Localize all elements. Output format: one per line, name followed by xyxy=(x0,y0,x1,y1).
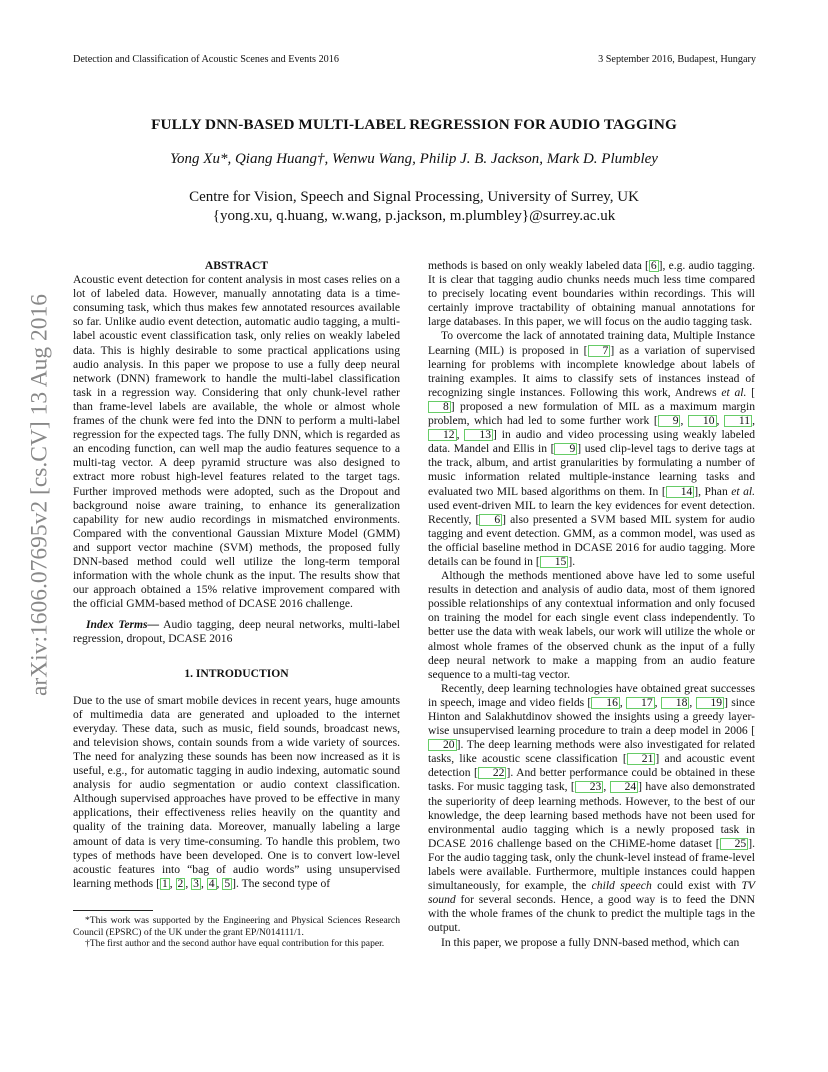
et-al: et al. xyxy=(721,385,747,399)
citation-link[interactable]: 24 xyxy=(610,781,639,793)
body-text: used event-driven MIL to learn the key evidences for event detection. Recently, xyxy=(428,498,755,526)
abstract-heading: ABSTRACT xyxy=(204,259,269,272)
citation-link[interactable]: 9 xyxy=(658,415,681,427)
right-column xyxy=(428,259,755,950)
body-text: proposed a new formulation of MIL as a maximum margin problem, which had led to some further work xyxy=(428,399,755,428)
body-text: in audio and video processing using weakly labeled data. Mandel and Ellis in xyxy=(428,428,756,456)
citation-link[interactable]: 21 xyxy=(627,753,656,765)
footnote-contribution: †The first author and the second author have equal contribution for this paper. xyxy=(85,938,385,950)
left-column xyxy=(73,259,400,891)
body-paragraph: methods is based on only weakly labeled data [ 6 ], e.g. audio tagging. It is clear that tagging audio chunks needs much less time compared to precisely locating event boundaries within recordings. This will certainly improve tractability of obtaining manual annotations for large databases. In this paper, we will focus on the audio tagging task. xyxy=(428,259,756,329)
body-text: as a variation of supervised learning for problems with incomplete knowledge about labels of training examples. It aims to classify sets of instances instead of recognizing single instances. Following this work, Andrews xyxy=(428,343,755,399)
citation-link[interactable]: 16 xyxy=(591,697,620,709)
body-text: could exist with xyxy=(651,879,742,893)
author-list: Yong Xu*, Qiang Huang†, Wenwu Wang, Philip J. B. Jackson, Mark D. Plumbley xyxy=(170,151,658,167)
citation-link[interactable]: 10 xyxy=(688,415,717,427)
body-text: for several seconds. Hence, a good way is to feed the DNN with the whole frames of the chunk to predict the multiple tags in the output. xyxy=(428,893,755,935)
body-text: since Hinton and Salakhutdinov showed the insights using a greedy layer-wise unsupervised learning procedure to train a deep model in 2006 xyxy=(428,695,756,738)
body-text: . For the audio tagging task, only the chunk-level instead of frame-level labels were available. Furthermore, multiple instances could happen simultaneously, for example, the xyxy=(428,836,755,893)
body-text: . The deep learning methods were also investigated for related tasks, like acoustic scene classification xyxy=(428,738,755,766)
citation-link[interactable]: 2 xyxy=(177,876,184,890)
citation-link[interactable]: 9 xyxy=(554,443,577,455)
citation-link[interactable]: 12 xyxy=(428,429,457,441)
citation-link[interactable]: 23 xyxy=(575,781,604,793)
running-header-right: 3 September 2016, Budapest, Hungary xyxy=(598,54,756,65)
intro-text: . The second type of xyxy=(236,876,331,890)
citation-link[interactable]: 3 xyxy=(193,876,199,890)
body-text: To overcome the lack of annotated training data, Multiple Instance Learning (MIL) is proposed in xyxy=(428,329,755,357)
emphasis: TV sound xyxy=(428,879,755,907)
et-al: et al. xyxy=(731,484,756,498)
body-text: used clip-level tags to derive tags at the track, album, and artist granularities by formulating a number of music information related multiple-instance learning tasks and evaluated two MIL based algorithms on them. In xyxy=(428,442,755,498)
citation-link[interactable]: 1 xyxy=(161,876,168,890)
citation-link[interactable]: 19 xyxy=(696,697,725,709)
intro-heading: 1. INTRODUCTION xyxy=(184,666,289,680)
abstract-text: Acoustic event detection for content analysis in most cases relies on a lot of labeled data. However, manually annotating data is a time-consuming task, which thus makes few annotated resources available so far. Unlike audio event detection, automatic audio tagging, a multi-label acoustic event classification task, only relies on weakly labeled data. This is highly desirable to some practical applications using audio analysis. In this paper we propose to use a fully deep neural network (DNN) framework to handle the multi-label classification task in a regression way. Considering that only chunk-level rather than frame-level labels are available, the whole or almost whole frames of the chunk were fed into the DNN to perform a multi-label regression for the expected tags. The fully DNN, which is regarded as an encoding function, can well map the audio features sequence to a multi-tag vector. A deep pyramid structure was also designed to extract more robust high-level features related to the target tags. Further improved methods were adopted, such as the Dropout and background noise aware training, to enhance its generalization capability for new audio recordings in mismatched environments. Compared with the conventional Gaussian Mixture Model (GMM) and support vector machine (SVM) methods, the proposed fully DNN-based method could well utilize the long-term temporal information with the whole chunk as the input. The results show that our approach obtained a 15% relative improvement compared with the official GMM-based method of DCASE 2016 challenge. xyxy=(73,273,400,611)
paper-title: FULLY DNN-BASED MULTI-LABEL REGRESSION FOR AUDIO TAGGING xyxy=(151,116,677,133)
index-terms-text: Audio tagging, deep neural networks, multi-label regression, dropout, DCASE 2016 xyxy=(73,618,400,646)
citation-link[interactable]: 5 xyxy=(224,876,231,890)
citation-link[interactable]: 20 xyxy=(428,739,457,751)
body-text: also presented a SVM based MIL system for audio tagging and event detection. GMM, as a common model, was used as the official baseline method in DCASE 2016 for audio tagging. More details can be found in xyxy=(428,512,755,568)
body-paragraph: Although the methods mentioned above have led to some useful results in detection and analysis of audio data, most of them ignored possible relationships of any contextual information and only focused on training the model for each single event class independently. To better use the data with weak labels, our work will utilize the whole or almost whole frames of the observed chunk as the input of a fully deep neural network to make a mapping from an audio feature sequence to a multi-tag vector. xyxy=(428,569,755,681)
body-paragraph: In this paper, we propose a fully DNN-based method, which can xyxy=(441,935,740,949)
body-text: methods is based on only weakly labeled data xyxy=(428,259,645,272)
index-terms xyxy=(73,618,400,646)
arxiv-sidebar xyxy=(20,293,60,697)
running-header-left: Detection and Classification of Acoustic Scenes and Events 2016 xyxy=(73,54,339,65)
footnote-rule xyxy=(73,910,153,911)
citation-link[interactable]: 6 xyxy=(479,514,502,526)
citation-link[interactable]: 11 xyxy=(724,415,752,427)
citation-link[interactable]: 7 xyxy=(588,345,611,357)
citation-link[interactable]: 18 xyxy=(661,697,690,709)
index-terms-label: Index Terms— xyxy=(86,618,160,632)
body-text: and acoustic event detection xyxy=(428,752,755,780)
intro-text: Due to the use of smart mobile devices in recent years, huge amounts of multimedia data are generated and uploaded to the internet everyday. These data, such as music, field sounds, broadcast news, and television shows, contain sounds from a wide variety of sources. The need for analyzing these sounds has been now increased as it is useful, e.g., for automatic tagging in audio indexing, automatic sound analysis for audio segmentation or audio context classification. Although supervised approaches have proved to be effective in many applications, their effectiveness relies heavily on the quantity and quality of the training data. Moreover, manually labeling a large amount of data is very time-consuming. To handle this problem, two types of methods have been developed. One is to convert low-level acoustic features into “bag of audio words” using unsupervised learning methods xyxy=(73,693,400,890)
body-text: , e.g. audio tagging. It is clear that tagging audio chunks needs much less time compared to precisely locating event boundaries within recordings. This will certainly improve tractability of obtaining manual annotations for large databases. In this paper, we will focus on the audio tagging task. xyxy=(428,259,756,329)
body-text: . And better performance could be obtained in these tasks. For music tagging task, xyxy=(428,766,756,794)
intro-paragraph: Due to the use of smart mobile devices in recent years, huge amounts of multimedia data are generated and uploaded to the internet everyday. These data, such as music, field sounds, broadcast news, and television shows, contain sounds from a wide variety of sources. The need for analyzing these sounds has been now increased as it is useful, e.g., for automatic tagging in audio indexing, automatic sound analysis for audio segmentation or audio context classification. Although supervised approaches have proved to be effective in many applications, their effectiveness relies heavily on the quantity and quality of the training data. Moreover, manually labeling a large amount of data is very time-consuming. To handle this problem, two types of methods have been developed. One is to convert low-level acoustic features into “bag of audio words” using unsupervised learning methods [ 1 , 2 , 3 , 4 , 5 ]. The second type of xyxy=(73,693,400,890)
citation-link[interactable]: 13 xyxy=(464,429,493,441)
citation-link[interactable]: 6 xyxy=(650,259,657,272)
citation-link[interactable]: 4 xyxy=(208,876,215,890)
email-list: {yong.xu, q.huang, w.wang, p.jackson, m.plumbley}@surrey.ac.uk xyxy=(212,208,616,224)
body-text: , Phan xyxy=(698,484,732,498)
body-paragraph: To overcome the lack of annotated training data, Multiple Instance Learning (MIL) is proposed in [ 7 ] as a variation of supervised learning for problems with incomplete knowledge about labels of training examples. It aims to classify sets of instances instead of recognizing single instances. Following this work, Andrews et al. [8 ] proposed a new formulation of MIL as a maximum margin problem, which had led to some further work [ 9 , 10 , 11 , 12 , 13 ] in audio and video processing using weakly labeled data. Mandel and Ellis in [ 9 ] used clip-level tags to derive tags at the track, album, and artist granularities by formulating a number of music information related multiple-instance learning tasks and evaluated two MIL based algorithms on them. In [ 14 ], Phan et al. used event-driven MIL to learn the key evidences for event detection. Recently, [ 6 ] also presented a SVM based MIL system for audio tagging and event detection. GMM, as a common model, was used as the official baseline method in DCASE 2016 for audio tagging. More details can be found in [ 15 ]. xyxy=(428,329,756,568)
citation-link[interactable]: 17 xyxy=(626,697,655,709)
citation-link[interactable]: 8 xyxy=(428,401,451,413)
citation-link[interactable]: 25 xyxy=(720,838,749,850)
emphasis: child speech xyxy=(591,879,652,893)
arxiv-identifier: arXiv:1606.07695v2 [cs.CV] 13 Aug 2016 xyxy=(26,293,53,697)
footnote-funding: *This work was supported by the Engineering and Physical Sciences Research Council (EPSRC) of the UK under the grant EP/N014111/1. xyxy=(73,915,400,938)
affiliation-block xyxy=(0,188,828,226)
citation-link[interactable]: 22 xyxy=(478,767,507,779)
affiliation: Centre for Vision, Speech and Signal Processing, University of Surrey, UK xyxy=(189,189,639,205)
body-text: . xyxy=(572,554,576,568)
body-text: Recently, deep learning technologies have obtained great successes in speech, image and video fields xyxy=(428,681,755,709)
body-paragraph: Recently, deep learning technologies have obtained great successes in speech, image and video fields [ 16 , 17 , 18 , 19 ] since Hinton and Salakhutdinov showed the insights using a greedy layer-wise unsupervised learning procedure to train a deep model in 2006 [20 ]. The deep learning methods were also investigated for related tasks, like acoustic scene classification [ 21 ] and acoustic event detection [ 22 ]. And better performance could be obtained in these tasks. For music tagging task, [ 23 , 24 ] have also demonstrated the superiority of deep learning methods. However, to the best of our knowledge, the deep learning based methods have not been used for environmental audio tagging which is a newly proposed task in DCASE 2016 challenge based on the CHiME-home dataset [ 25 ]. For the audio tagging task, only the chunk-level instead of frame-level labels were available. Furthermore, multiple instances could happen simultaneously, for example, the child speech could exist with TV sound for several seconds. Hence, a good way is to feed the DNN with the whole frames of the chunk to predict the multiple tags in the output. xyxy=(428,681,756,935)
citation-link[interactable]: 15 xyxy=(540,556,569,568)
footnotes xyxy=(73,910,400,950)
body-text: have also demonstrated the superiority of deep learning methods. However, to the best of our knowledge, the deep learning based methods have not been used for environmental audio tagging which is a newly proposed task in DCASE 2016 challenge based on the CHiME-home dataset xyxy=(428,780,756,850)
citation-link[interactable]: 14 xyxy=(666,486,695,498)
